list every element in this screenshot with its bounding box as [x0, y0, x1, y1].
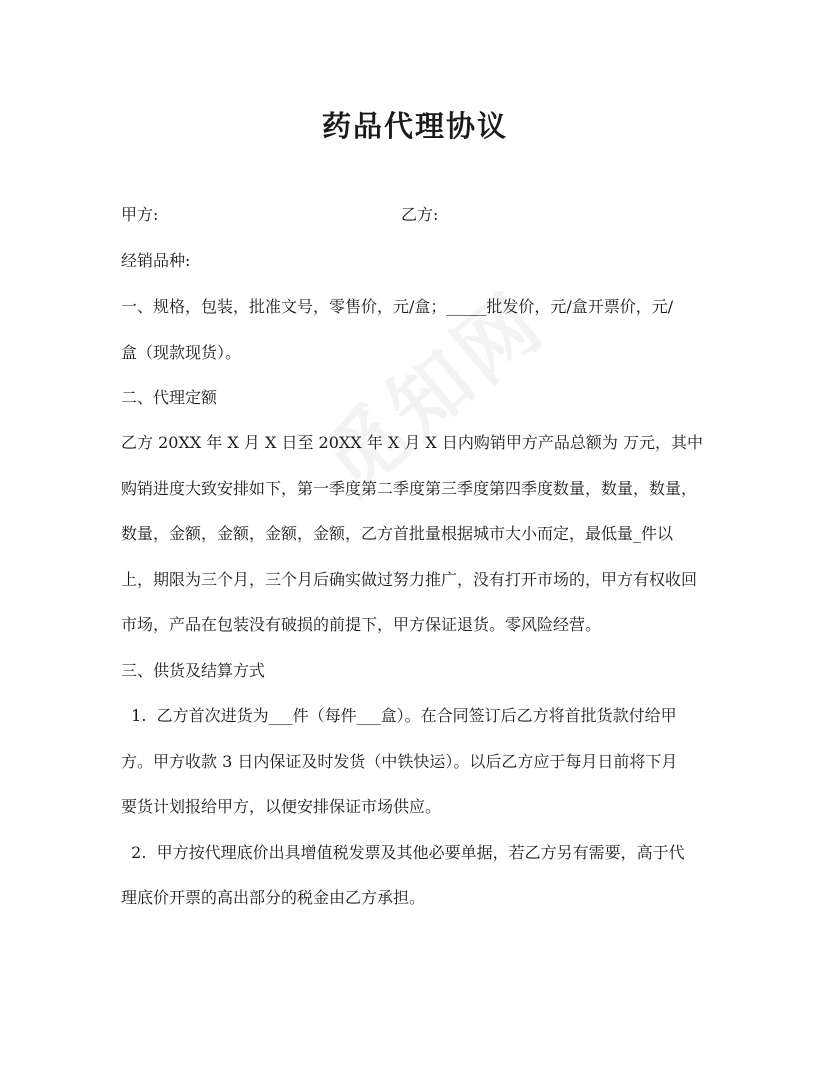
product-line: 经销品种: [121, 251, 191, 270]
clause-2-line-2: 购销进度大致安排如下，第一季度第二季度第三季度第四季度数量，数量，数量， [121, 479, 698, 498]
clause-2-line-5: 市场，产品在包装没有破损的前提下，甲方保证退货。零风险经营。 [121, 615, 602, 634]
clause-2-line-3: 数量，金额，金额，金额，金额，乙方首批量根据城市大小而定，最低量_件以 [121, 524, 674, 543]
clause-1-line-2: 盒（现款现货）。 [121, 343, 242, 362]
party-b-label: 乙方: [401, 205, 439, 224]
clause-3-2-line-2: 理底价开票的高出部分的税金由乙方承担。 [121, 888, 426, 907]
clause-3-1-line-3: 要货计划报给甲方，以便安排保证市场供应。 [121, 797, 442, 816]
clause-3-2-line-1: 2. 甲方按代理底价出具增值税发票及其他必要单据，若乙方另有需要，高于代 [121, 843, 685, 862]
document-title: 药品代理协议 [321, 109, 508, 143]
party-a-label: 甲方: [121, 205, 159, 224]
section-2-heading: 二、代理定额 [121, 388, 218, 407]
section-3-heading: 三、供货及结算方式 [121, 661, 266, 680]
clause-2-line-4: 上，期限为三个月，三个月后确实做过努力推广，没有打开市场的，甲方有权收回 [121, 570, 698, 589]
clause-3-1-line-1: 1. 乙方首次进货为___件（每件___盒）。在合同签订后乙方将首批货款付给甲 [121, 706, 677, 725]
parties-row [121, 204, 721, 226]
clause-3-1-line-2: 方。甲方收款 3 日内保证及时发货（中铁快运）。以后乙方应于每月日前将下月 [121, 752, 678, 771]
clause-2-line-1: 乙方 20XX 年 X 月 X 日至 20XX 年 X 月 X 日内购销甲方产品总额为 万元，其中 [121, 433, 703, 452]
clause-1-line-1: 一、规格，包装，批准文号，零售价，元/盒；_____批发价，元/盒开票价，元/ [121, 297, 674, 316]
